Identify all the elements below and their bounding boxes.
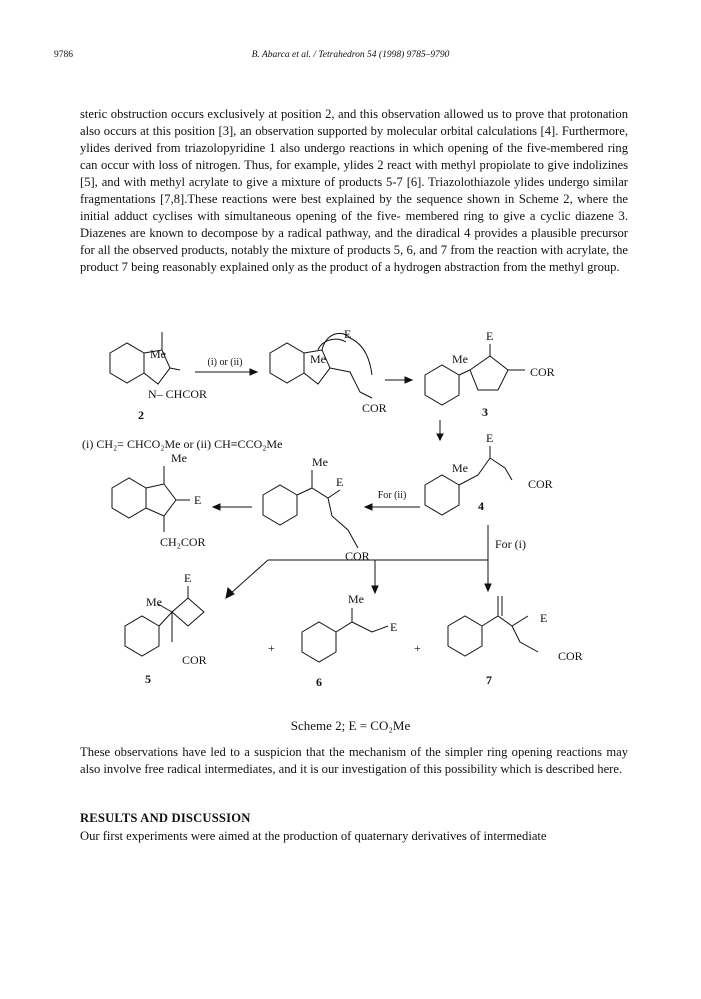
label-me-3: Me bbox=[452, 352, 468, 366]
conditions-text: (i) CH₂= CHCO₂Me or (ii) CH≡CCO₂Me bbox=[82, 437, 283, 451]
label-me-indolizine: Me bbox=[171, 451, 187, 465]
label-cor-3: COR bbox=[530, 365, 555, 379]
arrow-label-for-i: For (i) bbox=[495, 537, 526, 551]
label-e-7: E bbox=[540, 611, 548, 625]
scheme-caption: Scheme 2; E = CO₂Me bbox=[290, 718, 411, 733]
label-compound-2: 2 bbox=[138, 408, 144, 422]
reaction-scheme bbox=[0, 320, 701, 715]
label-me-6: Me bbox=[348, 592, 364, 606]
label-e-open: E bbox=[336, 475, 344, 489]
body-paragraph-2: These observations have led to a suspicion that the mechanism of the simpler ring opening reactions may also involve free radical intermediates, and it is our investigation of this possibility which is described here. bbox=[80, 745, 628, 776]
running-head: B. Abarca et al. / Tetrahedron 54 (1998) 9785–9790 bbox=[251, 50, 450, 60]
label-compound-6: 6 bbox=[316, 675, 322, 689]
label-compound-5: 5 bbox=[145, 672, 151, 686]
plus-sign-1: + bbox=[268, 641, 275, 655]
body-paragraph-1: steric obstruction occurs exclusively at position 2, and this observation allowed us to prove that protonation also occurs at this position [3], an observation supported by molecular orbital calculations [4]. Furthermore, ylides derived from triazolopyridine 1 also undergo reactions in which opening of the five-membered ring can occur with loss of nitrogen. Thus, for example, ylides 2 react with methyl propiolate to give indolizines [5], and with methyl acrylate to give a mixture of products 5-7 [6]. Triazolothiazole ylides undergo similar fragmentations [7,8].These reactions were best explained by the sequence shown in Scheme 2, where the initial adduct cyclises with simultaneous opening of the five- membered ring to give a cyclic diazene 3. Diazenes are known to decompose by a radical pathway, and the diradical 4 provides a plausible precursor for all the observed products, notably the mixture of products 5, 6, and 7 from the reaction with acrylate, the product 7 being reasonably explained only as the product of a hydrogen abstraction from the methyl group. bbox=[80, 107, 628, 274]
label-compound-4: 4 bbox=[478, 499, 484, 513]
label-compound-7: 7 bbox=[486, 673, 492, 687]
page-number: 9786 bbox=[54, 50, 73, 60]
label-me-adduct: Me bbox=[310, 352, 326, 366]
body-paragraph-3: Our first experiments were aimed at the production of quaternary derivatives of intermediate bbox=[80, 829, 547, 843]
arrow-label-top: (i) or (ii) bbox=[207, 357, 243, 368]
label-cor-7: COR bbox=[558, 649, 583, 663]
label-me-2: Me bbox=[150, 347, 166, 361]
label-e-5: E bbox=[184, 571, 192, 585]
arrow-label-for-ii: For (ii) bbox=[377, 490, 407, 501]
plus-sign-2: + bbox=[414, 641, 421, 655]
label-ch2cor: CH₂COR bbox=[160, 535, 206, 549]
label-cor-open: COR bbox=[345, 549, 370, 563]
label-e-4: E bbox=[486, 431, 494, 445]
label-cor-adduct: COR bbox=[362, 401, 387, 415]
label-me-5: Me bbox=[146, 595, 162, 609]
label-me-4: Me bbox=[452, 461, 468, 475]
label-e-6: E bbox=[390, 620, 398, 634]
label-e-adduct: E bbox=[344, 327, 352, 341]
label-compound-3: 3 bbox=[482, 405, 488, 419]
label-cor-4: COR bbox=[528, 477, 553, 491]
section-heading: RESULTS AND DISCUSSION bbox=[80, 811, 251, 825]
label-chcor: N– CHCOR bbox=[148, 387, 208, 401]
label-me-open: Me bbox=[312, 455, 328, 469]
label-cor-5: COR bbox=[182, 653, 207, 667]
label-e-indolizine: E bbox=[194, 493, 202, 507]
label-e-3: E bbox=[486, 329, 494, 343]
